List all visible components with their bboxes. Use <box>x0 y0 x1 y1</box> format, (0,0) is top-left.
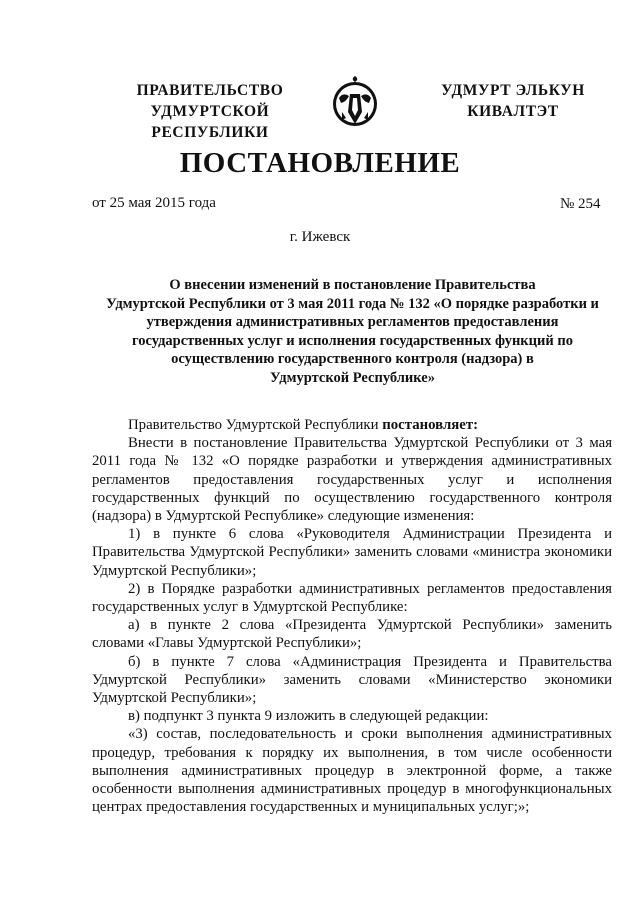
document-subject <box>85 276 620 387</box>
body-paragraph: а) в пункте 2 слова «Президента Удмуртской Республики» заменить словами «Главы Удмуртской Республики»; <box>92 617 612 652</box>
government-name-udmurt <box>438 80 588 122</box>
intro-paragraph <box>92 416 612 434</box>
subject-line: осуществлению государственного контроля (надзора) в <box>171 351 534 367</box>
intro-bold: постановляет: <box>382 417 479 433</box>
government-name-russian <box>90 80 330 143</box>
intro-text: Правительство Удмуртской Республики <box>128 417 379 433</box>
subject-line: Удмуртской Республики от 3 мая 2011 года № 132 «О порядке разработки и <box>106 295 599 312</box>
document-number: № 254 <box>560 196 601 212</box>
subject-line: государственных услуг и исполнения государственных функций по <box>132 332 573 349</box>
body-paragraph: 1) в пункте 6 слова «Руководителя Администрации Президента и Правительства Удмуртской Республики» заменить словами «министра экономики Удмуртской Республики»; <box>92 526 612 579</box>
header-left-line1: ПРАВИТЕЛЬСТВО <box>136 82 284 99</box>
subject-line: утверждения административных регламентов предоставления <box>146 314 559 330</box>
header-right-line2: КИВАЛТЭТ <box>467 103 559 120</box>
body-paragraph: «3) состав, последовательность и сроки выполнения административных процедур, требования к порядку их выполнения, в том числе особенности выполнения административных процедур в электронной форме, а также особенности выполнения административных процедур в многофункциональных центрах предоставления государственных и муниципальных услуг;»; <box>92 726 612 816</box>
body-paragraph: в) подпункт 3 пункта 9 изложить в следующей редакции: <box>128 708 489 725</box>
document-body <box>92 416 612 816</box>
document-date: от 25 мая 2015 года <box>92 195 216 211</box>
subject-line: О внесении изменений в постановление Правительства <box>169 277 536 293</box>
header-left-line2: УДМУРТСКОЙ РЕСПУБЛИКИ <box>150 103 270 141</box>
body-paragraph: Внести в постановление Правительства Удмуртской Республики от 3 мая 2011 года № 132 «О порядке разработки и утверждения административных регламентов предоставления государственных услуг и исполнения государственных функций по осуществлению государственного контроля (надзора) в Удмуртской Республике» следующие изменения: <box>92 435 612 525</box>
document-title: ПОСТАНОВЛЕНИЕ <box>179 147 461 179</box>
body-paragraph: б) в пункте 7 слова «Администрация Президента и Правительства Удмуртской Республики» заменить словами «Министерство экономики Удмуртской Республики»; <box>92 653 612 707</box>
subject-line: Удмуртской Республике» <box>270 369 435 386</box>
document-city: г. Ижевск <box>289 229 351 245</box>
body-paragraph: 2) в Порядке разработки административных регламентов предоставления государственных услуг в Удмуртской Республике: <box>92 580 612 616</box>
header-right-line1: УДМУРТ ЭЛЬКУН <box>441 82 585 99</box>
coat-of-arms-icon <box>330 72 380 132</box>
